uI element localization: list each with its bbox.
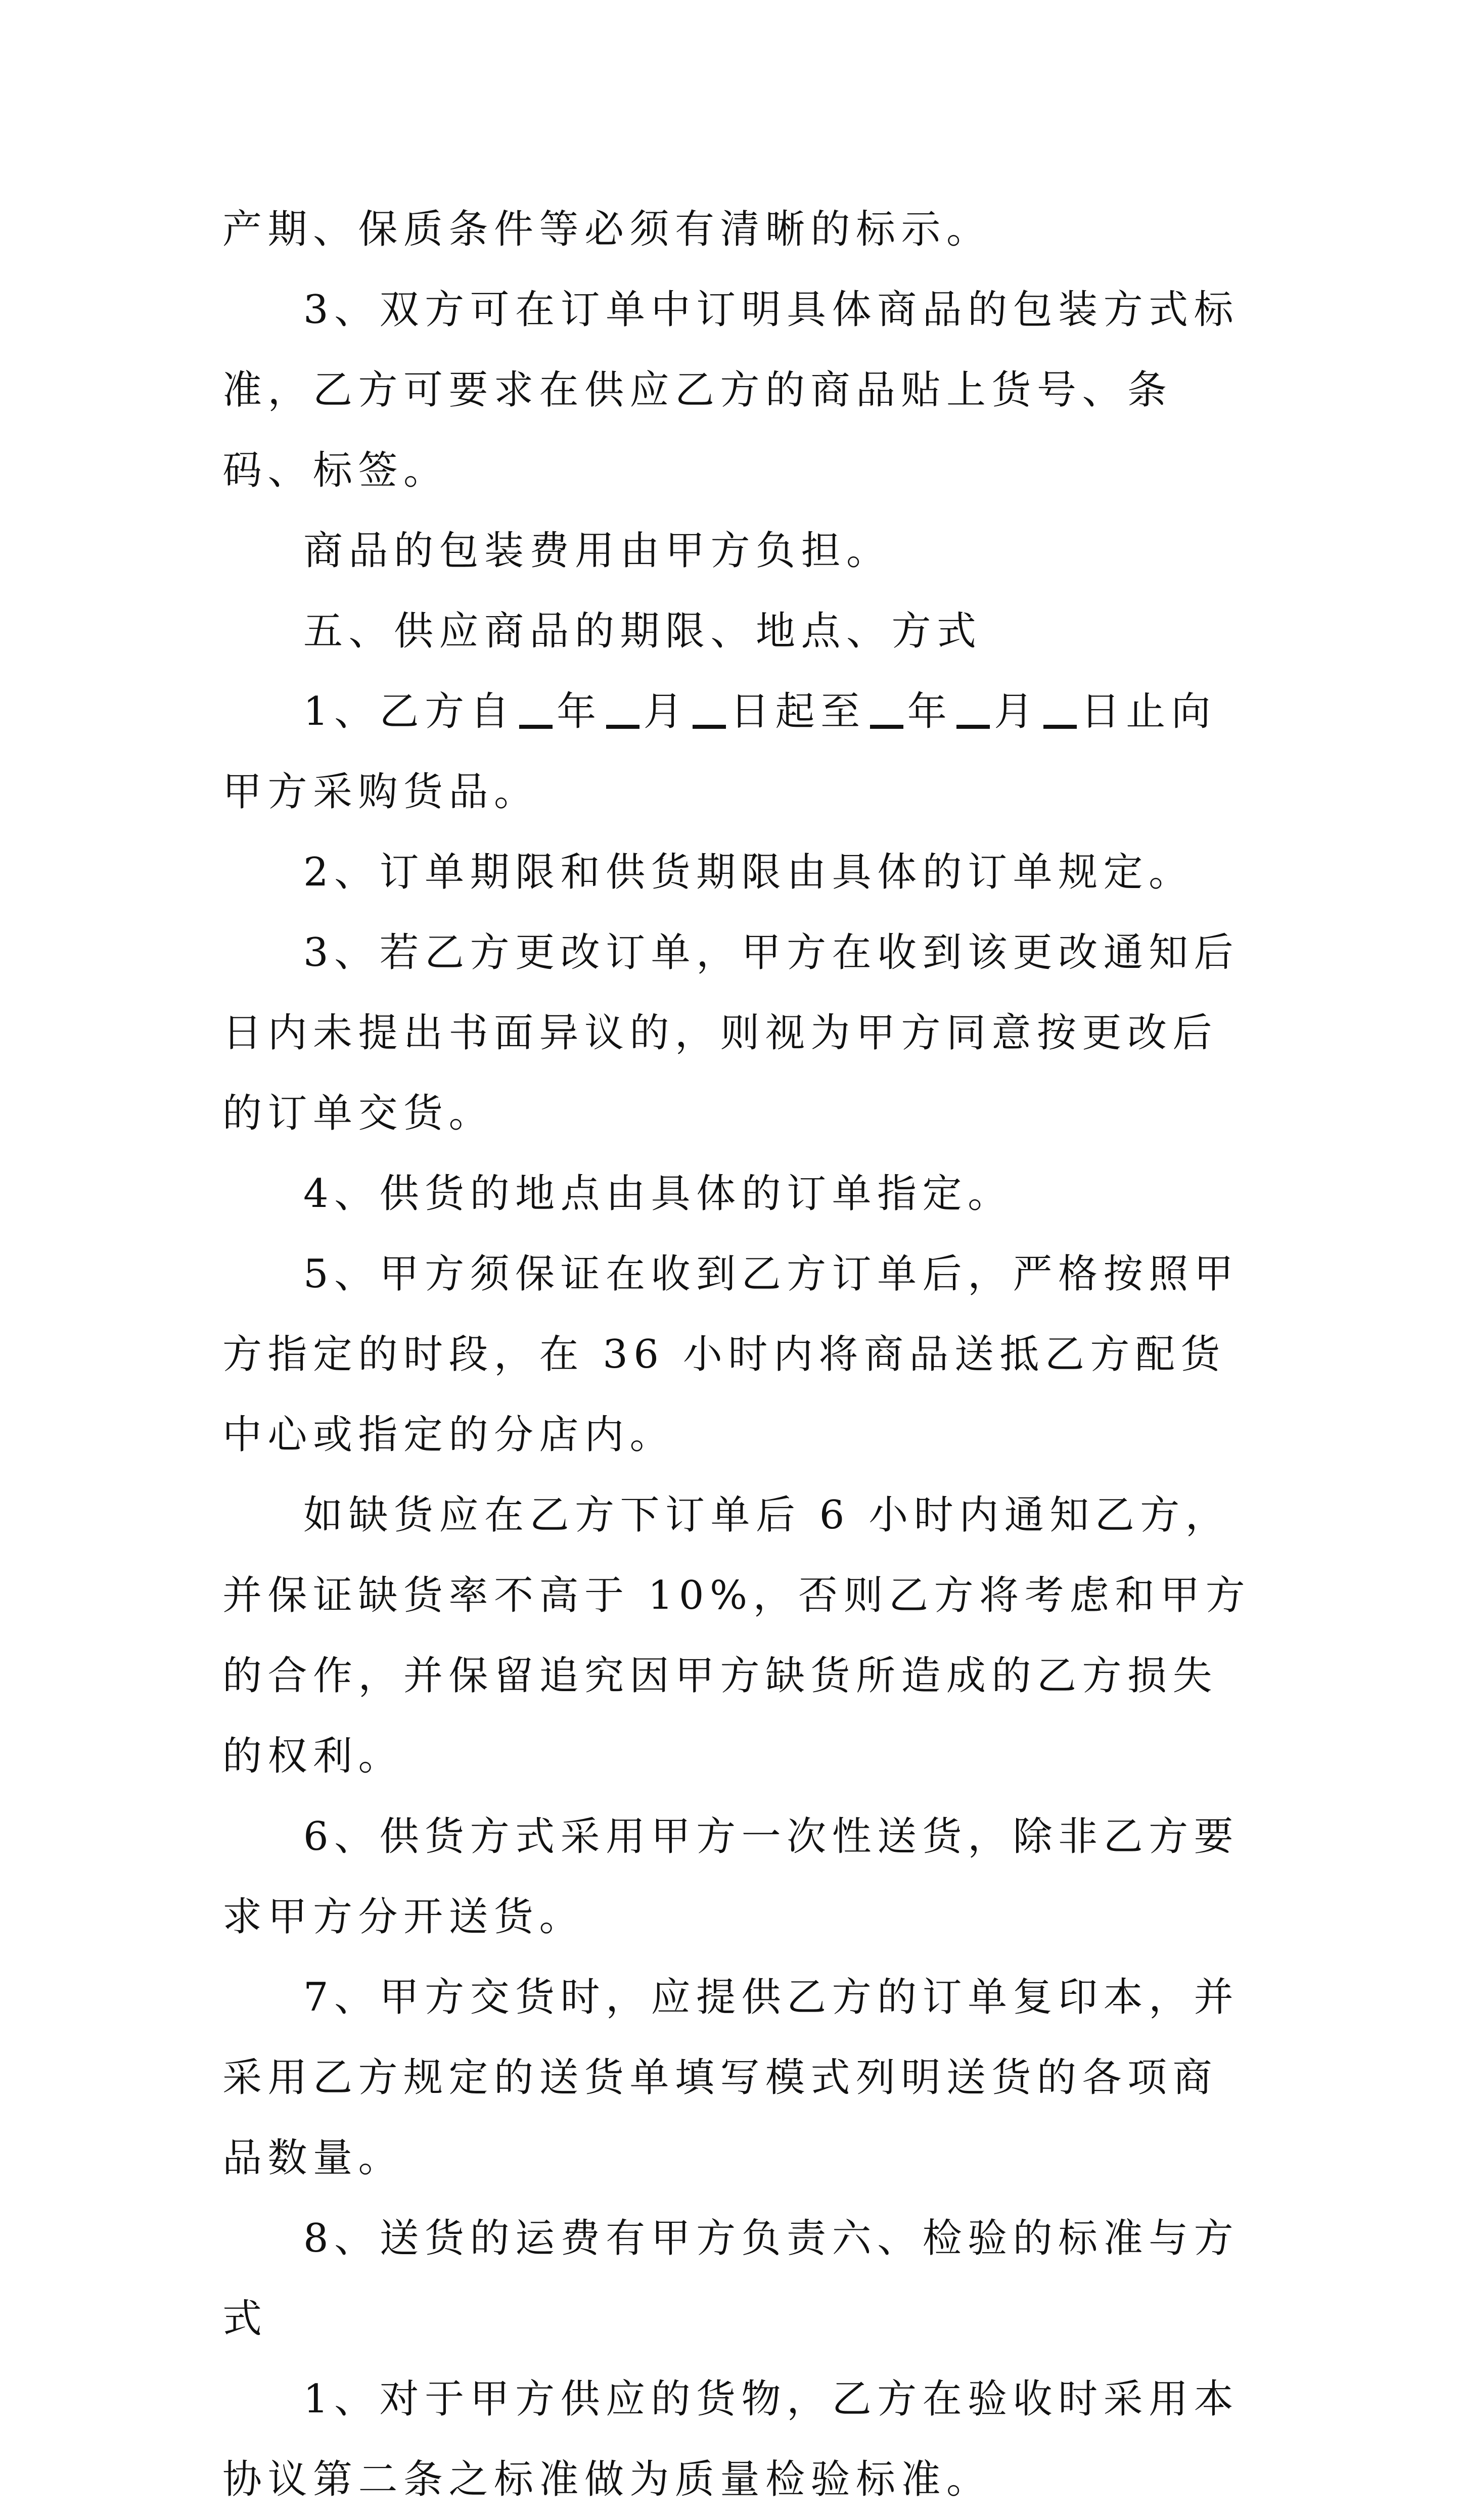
purchase-period-text: 月 [643,689,689,734]
paragraph-delivery-location: 4、供货的地点由具体的订单指定。 [303,1171,1013,1217]
blank-start-day [693,725,726,729]
paragraph-purchase-period [222,672,1254,832]
purchase-period-text: 日起至 [730,689,866,734]
paragraph-order-period: 2、订单期限和供货期限由具体的订单规定。 [303,850,1194,895]
paragraph-order-change: 3、若乙方更改订单，甲方在收到该更改通知后日内未提出书面异议的，则视为甲方同意按更改后的订单交货。 [222,930,1240,1136]
paragraph-inspection-standard: 1、对于甲方供应的货物，乙方在验收时采用本协议第二条之标准做为质量检验标准。 [222,2376,1240,2502]
blank-end-month [956,725,990,729]
paragraph-packaging-cost: 商品的包装费用由甲方负担。 [303,528,892,574]
purchase-period-text: 日止向甲方采购货品。 [222,689,1217,815]
paragraph-packaging-standard: 3、双方可在订单中订明具体商品的包装方式标准，乙方可要求在供应乙方的商品贴上货号、条码、标签。 [222,287,1240,493]
purchase-period-text: 年 [557,689,602,734]
paragraph-continuation: 产期、保质条件等必须有清晰的标示。 [222,207,992,252]
document-page [222,190,1254,2520]
paragraph-delivery-time: 5、甲方须保证在收到乙方订单后，严格按照甲方指定的时段，在 36 小时内将商品送抵乙方配货中心或指定的分店内。 [222,1251,1240,1458]
paragraph-shortage: 如缺货应在乙方下订单后 6 小时内通知乙方，并保证缺货率不高于 10%，否则乙方将考虑和甲方的合作，并保留追究因甲方缺货所造成的乙方损失的权利。 [222,1492,1251,1779]
blank-start-month [606,725,639,729]
paragraph-delivery-documents: 7、甲方交货时，应提供乙方的订单复印本，并采用乙方规定的送货单填写模式列明送货的各项商品数量。 [222,1975,1240,2181]
blank-end-year [870,725,903,729]
paragraph-freight: 8、送货的运费有甲方负责六、检验的标准与方式 [222,2216,1240,2342]
section-heading-supply-terms: 五、供应商品的期限、地点、方式 [303,609,982,654]
purchase-period-text: 年 [907,689,953,734]
purchase-period-text: 1、乙方自 [303,689,516,734]
purchase-period-text: 月 [994,689,1039,734]
paragraph-delivery-method: 6、供货方式采用甲方一次性送货，除非乙方要求甲方分开送货。 [222,1814,1240,1940]
blank-end-day [1043,725,1077,729]
blank-start-year [519,725,553,729]
